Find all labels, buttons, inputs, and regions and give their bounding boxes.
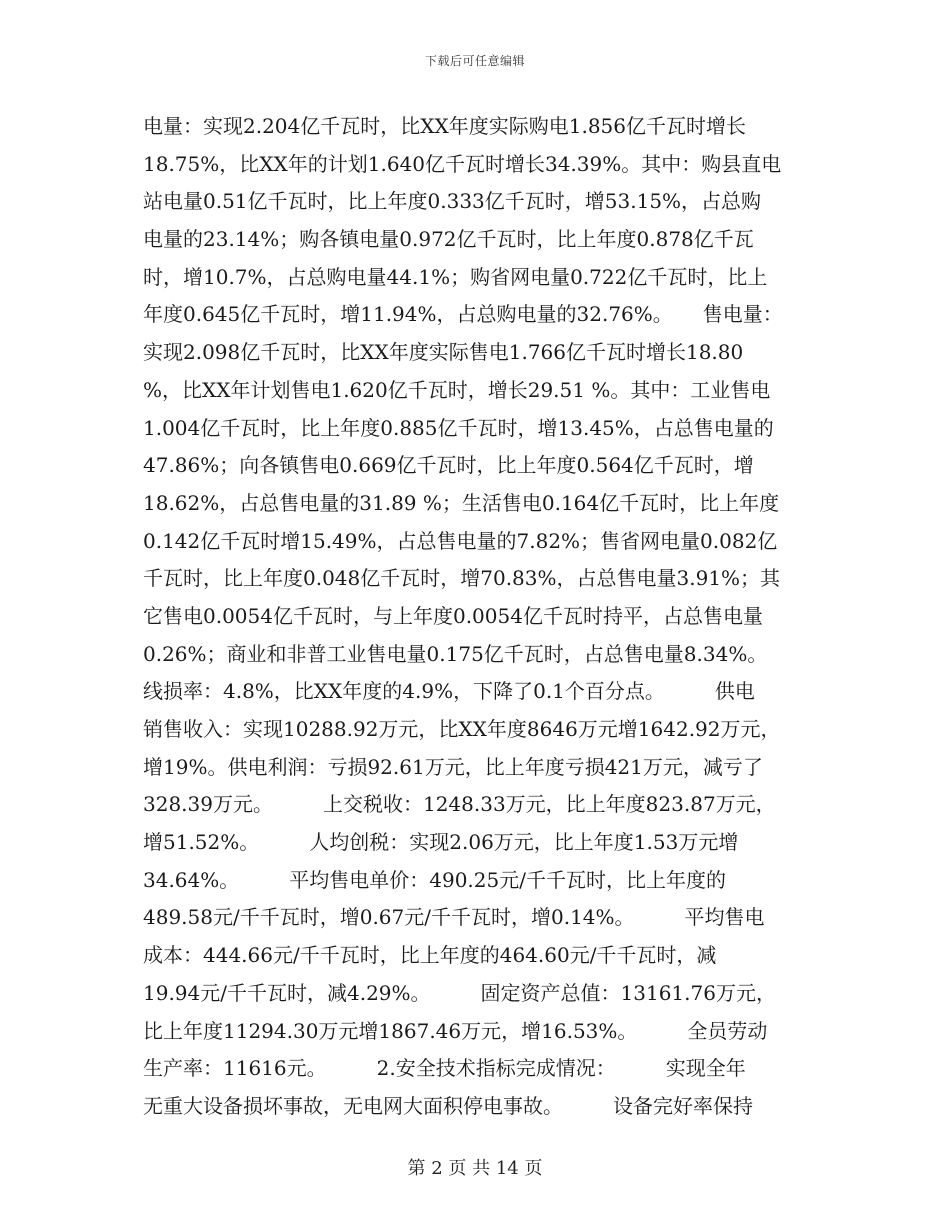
text-line: %，比XX年计划售电1.620亿千瓦时，增长29.51 %。其中：工业售电	[143, 377, 771, 402]
text-line: 47.86%；向各镇售电0.669亿千瓦时，比上年度0.564亿千瓦时，增	[143, 453, 754, 478]
text-line: 增19%。供电利润：亏损92.61万元，比上年度亏损421万元，减亏了	[143, 754, 763, 779]
text-line: 电量：实现2.204亿千瓦时，比XX年度实际购电1.856亿千瓦时增长	[143, 114, 746, 138]
text-line: 线损率：4.8%，比XX年度的4.9%，下降了0.1个百分点。 供电	[143, 679, 755, 704]
text-line: 1.004亿千瓦时，比上年度0.885亿千瓦时，增13.45%，占总售电量的	[143, 415, 774, 440]
text-line: 489.58元/千千瓦时，增0.67元/千千瓦时，增0.14%。 平均售电	[143, 905, 765, 930]
text-line: 34.64%。 平均售电单价：490.25元/千千瓦时，比上年度的	[143, 867, 726, 892]
document-body	[143, 108, 828, 1126]
text-line: 328.39万元。 上交税收：1248.33万元，比上年度823.87万元，	[143, 792, 776, 817]
text-line: 电量的23.14%；购各镇电量0.972亿千瓦时，比上年度0.878亿千瓦	[143, 227, 754, 252]
text-line: 18.62%，占总售电量的31.89 %；生活售电0.164亿千瓦时，比上年度	[143, 490, 780, 515]
text-line: 比上年度11294.30万元增1867.46万元，增16.53%。 全员劳动	[143, 1018, 768, 1043]
text-line: 增51.52%。 人均创税：实现2.06万元，比上年度1.53万元增	[143, 830, 739, 855]
text-line: 成本：444.66元/千千瓦时，比上年度的464.60元/千千瓦时，减	[143, 943, 717, 968]
text-line: 0.142亿千瓦时增15.49%，占总售电量的7.82%；售省网电量0.082亿	[143, 528, 778, 553]
text-line: 实现2.098亿千瓦时，比XX年度实际售电1.766亿千瓦时增长18.80	[143, 340, 744, 365]
text-line: 它售电0.0054亿千瓦时，与上年度0.0054亿千瓦时持平，占总售电量	[143, 603, 763, 628]
text-line: 无重大设备损坏事故，无电网大面积停电事故。 设备完好率保持	[143, 1093, 753, 1118]
text-line: 生产率：11616元。 2.安全技术指标完成情况： 实现全年	[143, 1056, 746, 1081]
text-line: 站电量0.51亿千瓦时，比上年度0.333亿千瓦时，增53.15%，占总购	[143, 189, 762, 214]
text-line: 19.94元/千千瓦时，减4.29%。 固定资产总值：13161.76万元，	[143, 980, 776, 1005]
text-line: 0.26%；商业和非普工业售电量0.175亿千瓦时，占总售电量8.34%。	[143, 641, 768, 666]
page-header-note: 下载后可任意编辑	[424, 54, 525, 68]
text-line: 千瓦时，比上年度0.048亿千瓦时，增70.83%，占总售电量3.91%；其	[143, 566, 781, 591]
text-line: 18.75%，比XX年的计划1.640亿千瓦时增长34.39%。其中：购县直电	[143, 151, 782, 176]
text-line: 时，增10.7%，占总购电量44.1%；购省网电量0.722亿千瓦时，比上	[143, 264, 768, 289]
page-number-footer: 第 2 页 共 14 页	[407, 1158, 543, 1179]
text-line: 年度0.645亿千瓦时，增11.94%，占总购电量的32.76%。 售电量：	[143, 302, 783, 327]
text-line: 销售收入：实现10288.92万元，比XX年度8646万元增1642.92万元，	[143, 717, 781, 741]
